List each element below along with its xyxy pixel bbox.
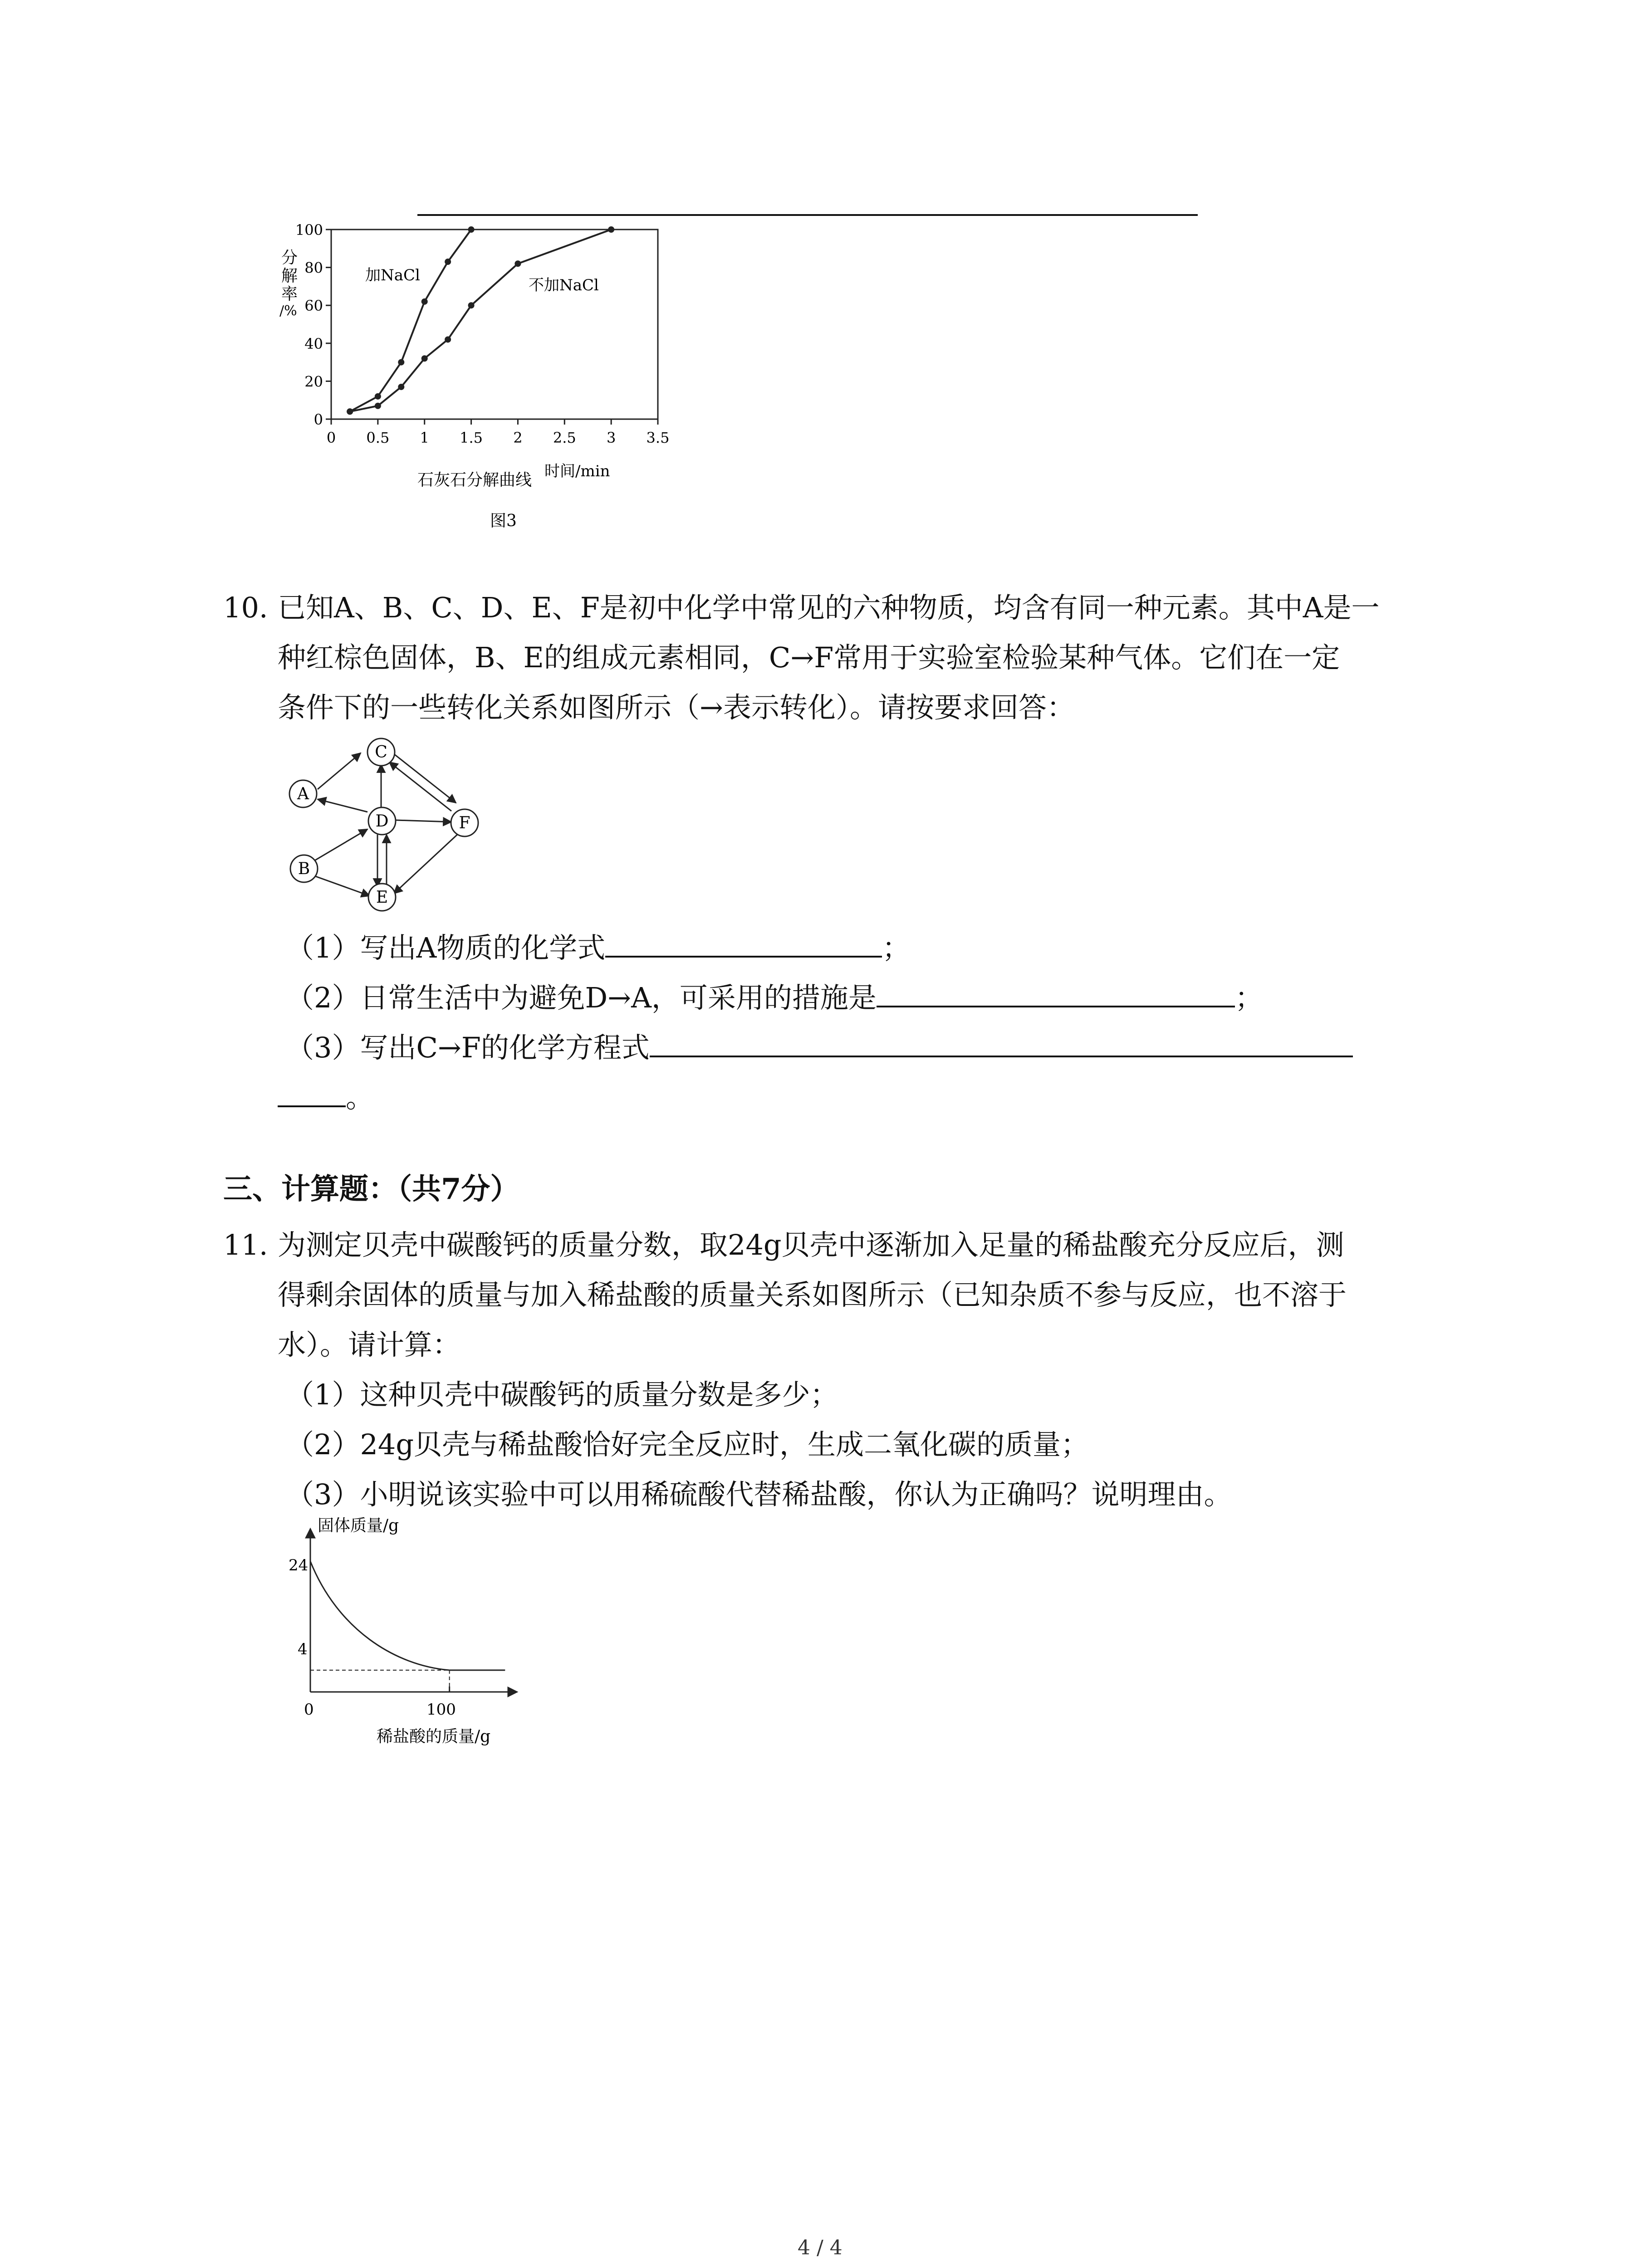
x-tick-label: 0.5 <box>366 429 390 446</box>
answer-blank[interactable] <box>877 978 1235 1007</box>
figure3-chart <box>263 213 699 544</box>
figure3-subtitle: 石灰石分解曲线 <box>417 471 532 489</box>
series-line-1 <box>350 230 611 411</box>
data-point <box>445 336 451 342</box>
q11-sub2: （2）24g贝壳与稀盐酸恰好完全反应时，生成二氧化碳的质量； <box>286 1428 1089 1461</box>
node-c <box>367 738 395 766</box>
y-tick-label: 40 <box>304 335 323 352</box>
x-tick-label: 1.5 <box>460 429 483 446</box>
q10-sub3-end: 。 <box>346 1081 374 1114</box>
x-ticks <box>327 419 670 446</box>
y-tick-label: 20 <box>304 373 323 391</box>
q11-number: 11. <box>223 1228 268 1261</box>
data-point <box>608 226 614 233</box>
data-point <box>375 393 381 400</box>
ylabel-char: /% <box>279 303 297 319</box>
data-point <box>375 403 381 409</box>
q10-sub2 <box>286 973 1263 1023</box>
label-nacl: 加NaCl <box>365 266 420 284</box>
q11-ylabel: 固体质量/g <box>318 1516 399 1535</box>
svg-text:A: A <box>297 785 309 803</box>
y-tick-label: 0 <box>314 411 323 428</box>
ylabel-char: 率 <box>281 285 298 303</box>
q11-sub3: （3）小明说该实验中可以用稀硫酸代替稀盐酸，你认为正确吗？说明理由。 <box>286 1478 1232 1511</box>
answer-blank[interactable] <box>650 1028 1353 1057</box>
x-tick-label: 1 <box>420 429 429 446</box>
node-a <box>289 780 317 807</box>
label-no-nacl: 不加NaCl <box>529 276 599 294</box>
q10-diagram <box>277 726 495 916</box>
figure3-ylabel <box>279 249 298 319</box>
arrow-d-f <box>396 820 451 822</box>
data-point <box>445 259 451 265</box>
y-start-label: 24 <box>289 1556 309 1574</box>
arrow-f-c <box>389 762 451 811</box>
arrow-a-c <box>318 753 361 789</box>
data-point <box>421 298 428 305</box>
ylabel-char: 解 <box>281 267 298 285</box>
node-e <box>368 884 396 911</box>
y-end-label: 4 <box>298 1640 308 1658</box>
q10-line1: 已知A、B、C、D、E、F是初中化学中常见的六种物质，均含有同一种元素。其中A是一 <box>278 591 1380 624</box>
svg-text:B: B <box>298 860 310 878</box>
svg-text:E: E <box>376 888 388 907</box>
q11-graph <box>272 1510 554 1755</box>
data-point <box>398 359 404 366</box>
q10-sub2-text: （2）日常生活中为避免D→A，可采用的措施是 <box>286 981 877 1014</box>
series-lines <box>347 226 614 415</box>
q10-sub1-end: ； <box>882 931 911 964</box>
x-tick-label: 2.5 <box>553 429 576 446</box>
series-line-0 <box>350 230 471 411</box>
q11-xlabel: 稀盐酸的质量/g <box>377 1727 491 1746</box>
data-point <box>398 384 404 390</box>
arrow-f-e <box>394 834 458 894</box>
q10-sub1 <box>286 923 910 973</box>
plot-frame <box>331 230 658 419</box>
q11-curve <box>310 1561 505 1692</box>
node-f <box>451 809 478 836</box>
q10-sub3-cont <box>278 1073 374 1123</box>
q10-sub3-text: （3）写出C→F的化学方程式 <box>286 1031 650 1064</box>
q11-line3: 水）。请计算： <box>278 1328 461 1361</box>
ylabel-char: 分 <box>281 249 298 267</box>
svg-text:C: C <box>375 743 387 762</box>
figure3-caption: 图3 <box>490 512 517 530</box>
data-point <box>514 260 521 267</box>
origin-label: 0 <box>304 1701 314 1719</box>
q10-sub2-end: ； <box>1234 981 1263 1014</box>
x-tick-label: 2 <box>513 429 523 446</box>
answer-blank[interactable] <box>605 929 882 958</box>
q11-line1: 为测定贝壳中碳酸钙的质量分数，取24g贝壳中逐渐加入足量的稀盐酸充分反应后，测 <box>278 1228 1344 1261</box>
q10-number: 10. <box>223 591 268 624</box>
figure3-xlabel: 时间/min <box>544 462 610 480</box>
q10-line3: 条件下的一些转化关系如图所示（→表示转化）。请按要求回答： <box>278 691 1075 724</box>
section3-title: 三、计算题：（共7分） <box>223 1172 519 1206</box>
data-point <box>468 226 475 233</box>
data-point <box>421 355 428 362</box>
q10-sub3 <box>286 1023 1353 1073</box>
data-point <box>347 408 353 415</box>
arrow-c-f <box>394 754 456 803</box>
arrow-b-e <box>313 875 370 896</box>
x-tick-label: 0 <box>326 429 336 446</box>
q11-line2: 得剩余固体的质量与加入稀盐酸的质量关系如图所示（已知杂质不参与反应，也不溶于 <box>278 1278 1347 1311</box>
decay-curve <box>310 1561 450 1670</box>
node-d <box>368 807 396 835</box>
data-point <box>468 302 475 308</box>
q10-line2: 种红棕色固体，B、E的组成元素相同，C→F常用于实验室检验某种气体。它们在一定 <box>278 641 1340 674</box>
q11-sub1: （1）这种贝壳中碳酸钙的质量分数是多少； <box>286 1378 838 1411</box>
arrow-b-d <box>309 829 367 864</box>
answer-blank[interactable] <box>278 1078 346 1107</box>
y-tick-label: 60 <box>304 297 323 315</box>
x-tick-label: 3 <box>606 429 616 446</box>
arrow-d-a <box>318 799 367 812</box>
x-mark-label: 100 <box>426 1701 456 1719</box>
y-tick-label: 100 <box>295 221 323 239</box>
y-ticks <box>295 221 331 428</box>
svg-text:F: F <box>459 814 470 832</box>
y-tick-label: 80 <box>304 259 323 277</box>
page-number: 4 / 4 <box>798 2236 843 2259</box>
svg-text:D: D <box>375 812 389 831</box>
x-tick-label: 3.5 <box>646 429 670 446</box>
q10-sub1-text: （1）写出A物质的化学式 <box>286 931 606 964</box>
node-b <box>290 855 318 882</box>
